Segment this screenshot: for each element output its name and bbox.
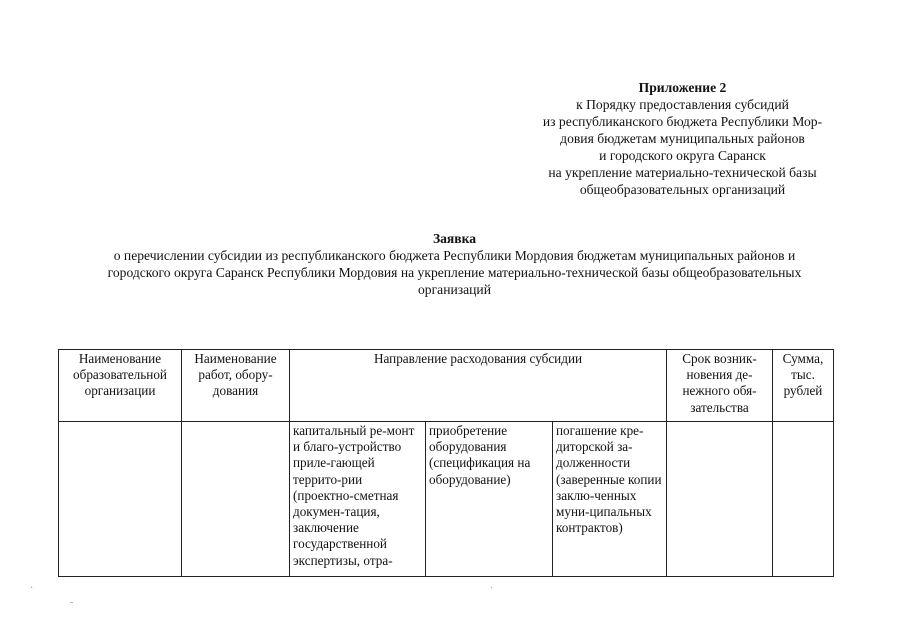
appendix-line: и городского округа Саранск [599, 148, 766, 163]
request-block [56, 230, 853, 298]
cell-sum [773, 422, 834, 577]
cell-work-name [182, 422, 290, 577]
header-sum: Сумма, тыс. рублей [773, 350, 834, 422]
request-line: о перечислении субсидии из республиканского бюджета Республики Мордовия бюджетам муниципальных районов и [113, 248, 796, 263]
appendix-line: общеобразовательных организаций [579, 182, 786, 197]
table-header-row [59, 350, 834, 422]
request-line: городского округа Саранск Республики Мордовия на укрепление материально-технической базы общеобразовательных [107, 265, 802, 280]
table-row [59, 422, 834, 577]
cell-org-name [59, 422, 182, 577]
appendix-line: довия бюджетам муниципальных районов [560, 131, 805, 146]
header-work-name: Наименование работ, обору-дования [182, 350, 290, 422]
appendix-line: к Порядку предоставления субсидий [576, 97, 789, 112]
subheader-capital-repair: капитальный ре-монт и благо-устройство приле-гающей террито-рии (проектно-сметная докумен-тация, заключение государственной экспертизы, отра- [290, 422, 426, 577]
request-line: организаций [418, 282, 491, 297]
appendix-title: Приложение 2 [638, 80, 727, 95]
request-title: Заявка [432, 231, 477, 246]
request-table [58, 349, 834, 577]
header-org-name: Наименование образовательной организации [59, 350, 182, 422]
cell-term [667, 422, 773, 577]
appendix-line: на укрепление материально-технической базы [548, 165, 817, 180]
header-term: Срок возник-новения де-нежного обя-зательства [667, 350, 773, 422]
appendix-line: из республиканского бюджета Республики Мор- [542, 114, 823, 129]
subheader-equipment: приобретение оборудования (спецификация на оборудование) [426, 422, 553, 577]
appendix-block [520, 79, 845, 198]
scan-speck: · [490, 583, 494, 594]
scan-speck: - [70, 597, 74, 608]
header-direction: Направление расходования субсидии [290, 350, 667, 422]
subheader-debt: погашение кре-диторской за-долженности (заверенные копии заклю-ченных муни-ципальных контрактов) [553, 422, 667, 577]
scan-speck: · [30, 583, 34, 594]
